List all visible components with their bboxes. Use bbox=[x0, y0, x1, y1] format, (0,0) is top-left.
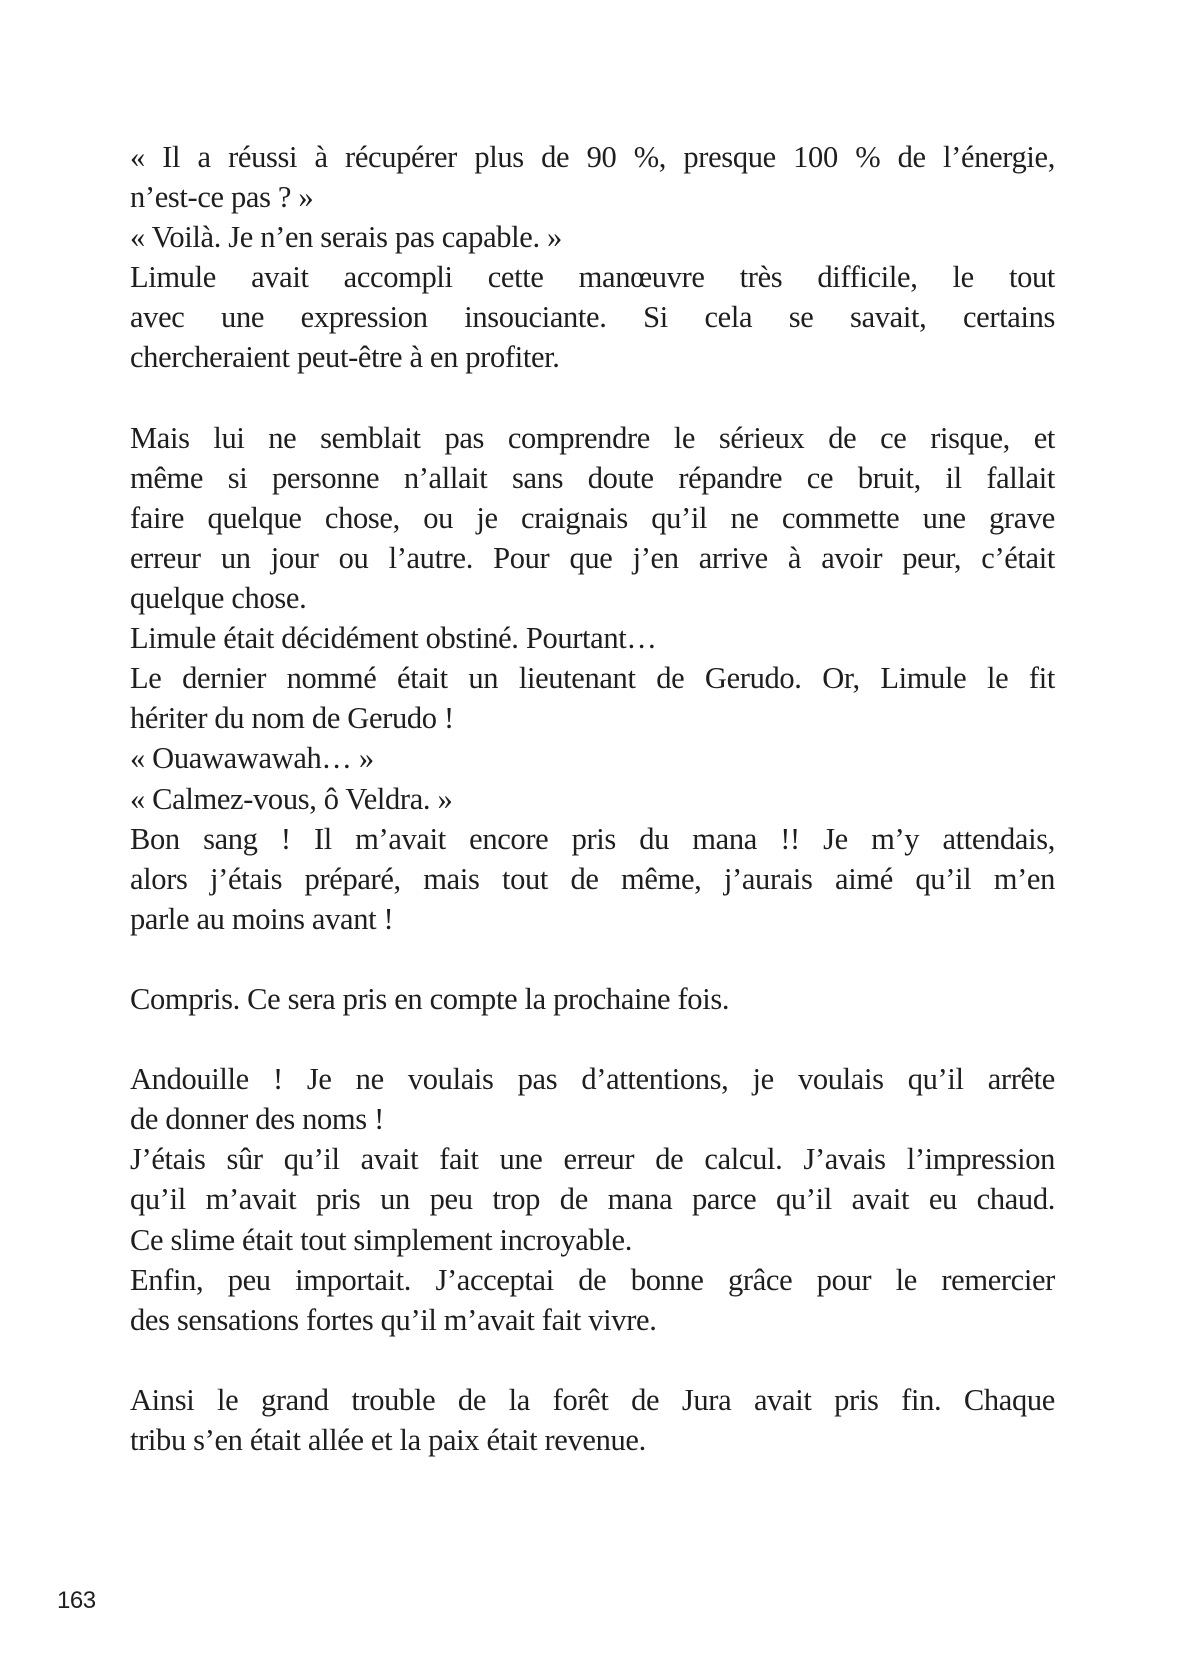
text-line: « Voilà. Je n’en serais pas capable. » bbox=[130, 220, 562, 255]
text-line: des sensations fortes qu’il m’avait fait vivre. bbox=[130, 1302, 657, 1337]
text-line: alors j’étais préparé, mais tout de même, j’aurais aimé qu’il m’en bbox=[130, 861, 1055, 896]
paragraph-break bbox=[130, 1019, 1055, 1059]
text-line: Andouille ! Je ne voulais pas d’attentions, je voulais qu’il arrête bbox=[130, 1062, 1055, 1097]
text-line: de donner des noms ! bbox=[130, 1102, 384, 1137]
text-line: Ce slime était tout simplement incroyable. bbox=[130, 1222, 632, 1257]
text-line: Le dernier nommé était un lieutenant de Gerudo. Or, Limule le fit bbox=[130, 661, 1055, 696]
paragraph-break bbox=[130, 378, 1055, 418]
text-line: Compris. Ce sera pris en compte la prochaine fois. bbox=[130, 981, 730, 1016]
text-line: « Calmez-vous, ô Veldra. » bbox=[130, 781, 453, 816]
text-line: n’est-ce pas ? » bbox=[130, 180, 314, 215]
text-line: faire quelque chose, ou je craignais qu’il ne commette une grave bbox=[130, 500, 1055, 535]
body-text bbox=[130, 137, 1055, 1460]
text-line: Mais lui ne semblait pas comprendre le sérieux de ce risque, et bbox=[130, 420, 1055, 455]
text-line: Bon sang ! Il m’avait encore pris du mana !! Je m’y attendais, bbox=[130, 821, 1055, 856]
text-line: J’étais sûr qu’il avait fait une erreur de calcul. J’avais l’impression bbox=[130, 1142, 1055, 1177]
text-line: Limule avait accompli cette manœuvre très difficile, le tout bbox=[130, 260, 1055, 295]
text-line: Limule était décidément obstiné. Pourtant… bbox=[130, 621, 657, 656]
text-line: chercheraient peut-être à en profiter. bbox=[130, 340, 560, 375]
text-line: avec une expression insouciante. Si cela se savait, certains bbox=[130, 300, 1055, 335]
paragraph-break bbox=[130, 939, 1055, 979]
text-line: « Ouawawawah… » bbox=[130, 741, 374, 776]
text-line: qu’il m’avait pris un peu trop de mana parce qu’il avait eu chaud. bbox=[130, 1182, 1055, 1217]
page-number: 163 bbox=[57, 1587, 96, 1614]
text-line: erreur un jour ou l’autre. Pour que j’en arrive à avoir peur, c’était bbox=[130, 540, 1055, 575]
text-line: même si personne n’allait sans doute répandre ce bruit, il fallait bbox=[130, 460, 1055, 495]
paragraph-break bbox=[130, 1340, 1055, 1380]
text-line: hériter du nom de Gerudo ! bbox=[130, 701, 454, 736]
text-line: quelque chose. bbox=[130, 581, 307, 616]
text-line: Enfin, peu importait. J’acceptai de bonne grâce pour le remercier bbox=[130, 1262, 1055, 1297]
text-line: « Il a réussi à récupérer plus de 90 %, presque 100 % de l’énergie, bbox=[130, 140, 1055, 174]
text-line: Ainsi le grand trouble de la forêt de Jura avait pris fin. Chaque bbox=[130, 1382, 1055, 1417]
text-line: parle au moins avant ! bbox=[130, 901, 394, 936]
text-line: tribu s’en était allée et la paix était revenue. bbox=[130, 1423, 646, 1457]
